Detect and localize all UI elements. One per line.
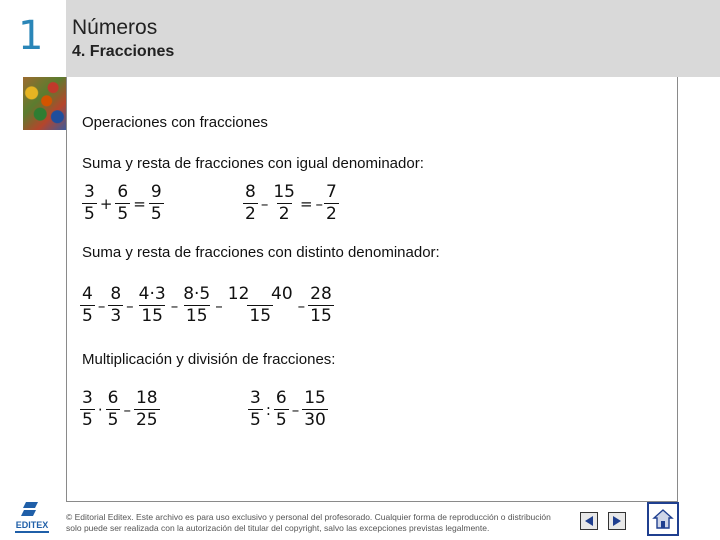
denominator: 15 [249,306,272,326]
denominator: 5 [117,204,129,224]
fraction [137,286,168,325]
numerator: 8 [245,182,256,202]
operator: – [260,194,269,213]
numerator: 8 [110,284,122,304]
fraction [115,184,130,223]
fraction [271,184,297,223]
numerator: 6 [275,388,287,408]
equals-sign: = [299,194,313,213]
numerator: 6 [107,388,119,408]
numerator: 9 [150,182,162,202]
numerator: 4·3 [138,284,166,304]
denominator: 5 [82,410,93,430]
denominator: 2 [326,204,337,224]
operator: – [126,296,134,315]
previous-button[interactable] [580,512,598,530]
numerator: 28 [310,284,332,304]
denominator: 15 [310,306,332,326]
section2-label: Suma y resta de fracciones con distinto denominador: [82,244,440,261]
denominator: 2 [278,204,290,224]
copyright-line-1: © Editorial Editex. Este archivo es para uso exclusivo y personal del profesorado. Cualquier forma de reproducción o distribución [66,512,551,522]
denominator: 15 [185,306,208,326]
denominator: 2 [245,204,256,224]
numerator: 15 [273,182,295,202]
denominator: 5 [250,410,261,430]
home-button[interactable] [647,502,679,536]
content-heading: Operaciones con fracciones [82,114,268,131]
operator: – [297,296,306,315]
home-icon [652,508,674,530]
fraction [324,184,339,223]
numerator: 7 [326,182,337,202]
expression-equal-denominator-difference [243,184,339,223]
numerator: 3 [250,388,261,408]
fraction [302,390,328,429]
numerator: 4 [82,284,93,304]
editex-logo-icon [11,500,53,536]
fraction [80,390,95,429]
header-band [66,0,720,77]
fraction [82,184,97,223]
numerator: 18 [135,388,158,408]
minus-sign: – [315,194,324,213]
fraction [106,390,121,429]
chapter-number: 1 [18,13,44,59]
equals-sign: – [123,400,131,419]
expression-division [248,390,328,429]
chapter-subtitle: 4. Fracciones [72,43,175,60]
fraction [274,390,289,429]
fraction [248,390,263,429]
fraction [181,286,212,325]
operator: + [99,194,113,213]
denominator: 30 [304,410,326,430]
multiply-sign: · [97,400,103,419]
numerator: 6 [117,182,129,202]
operator: – [215,296,223,315]
expression-distinct-denominator [80,286,334,325]
logo-text: EDITEX [15,520,49,530]
numerator: 15 [304,388,326,408]
denominator: 5 [84,204,95,224]
section3-label: Multiplicación y división de fracciones: [82,351,336,368]
fraction [308,286,334,325]
expression-equal-denominator-sum [82,184,164,223]
equals-sign: – [291,400,300,419]
denominator: 5 [107,410,119,430]
fraction [108,286,123,325]
section1-label: Suma y resta de fracciones con igual denominador: [82,155,424,172]
denominator: 15 [141,306,163,326]
numerator: 3 [82,388,93,408]
fraction [226,286,295,325]
equals-sign: = [133,194,146,213]
denominator: 25 [135,410,158,430]
operator: – [170,296,179,315]
denominator: 5 [275,410,287,430]
next-button[interactable] [608,512,626,530]
arrow-right-icon [611,515,623,527]
denominator: 5 [150,204,162,224]
divide-sign: : [265,400,271,419]
copyright-notice [66,512,551,534]
numerator: 12 40 [227,284,293,304]
denominator: 3 [110,306,122,326]
fraction [80,286,95,325]
decorative-image [23,77,66,130]
arrow-left-icon [583,515,595,527]
fraction [134,390,160,429]
fraction [243,184,258,223]
numerator: 8·5 [183,284,211,304]
operator: – [97,296,106,315]
fraction [149,184,164,223]
chapter-title: Números [72,16,158,39]
copyright-line-2: solo puede ser realizada con la autorización del titular del copyright, salvo las excepciones previstas legalmente. [66,523,490,533]
editex-logo [11,500,53,536]
numerator: 3 [84,182,95,202]
expression-multiplication [80,390,160,429]
denominator: 5 [82,306,93,326]
